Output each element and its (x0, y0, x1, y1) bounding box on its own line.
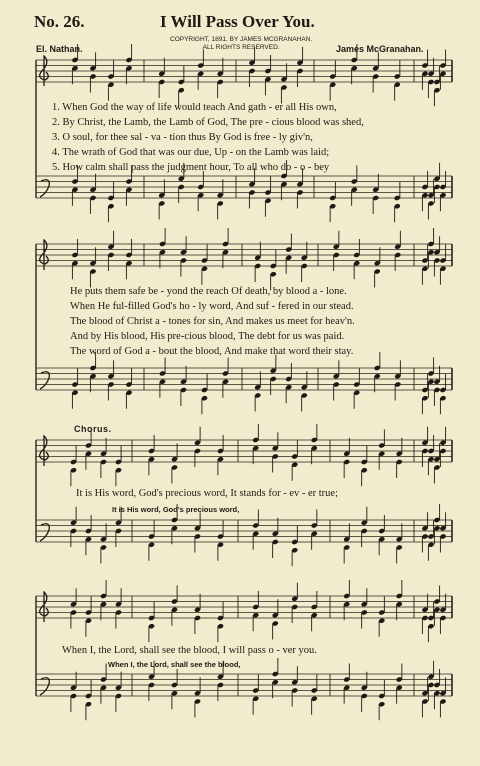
verse-3-line-b: The blood of Christ a - tones for sin, And makes us meet for heav'n. (70, 316, 355, 327)
verse-4-line-a: 4. The wrath of God that was our due, Up - on the Lamb was laid; (52, 147, 330, 158)
hymn-title: I Will Pass Over You. (160, 12, 315, 31)
bass-clef-icon (40, 180, 49, 197)
bass-clef-icon (40, 524, 49, 541)
verse-5-line-b: The word of God a - bout the blood, And make that word their stay. (70, 346, 354, 357)
chorus-line-1: It is His word, God's precious word, It stands for - ev - er true; (76, 488, 339, 499)
lyricist-credit: El. Nathan. (36, 44, 83, 54)
composer-credit: James McGranahan. (336, 44, 424, 54)
note-heads (70, 44, 447, 720)
verse-2-line-a: 2. By Christ, the Lamb, the Lamb of God, The pre - cious blood was shed, (52, 117, 364, 128)
chorus-label: Chorus. (74, 424, 112, 434)
bass-clef-icon (40, 678, 49, 695)
chorus-line-2-bass: When I, the Lord, shall see the blood, (108, 660, 241, 669)
verse-2-line-b: When He ful-filled God's ho - ly word, And suf - fered in our stead. (70, 301, 354, 312)
chorus-line-2: When I, the Lord, shall see the blood, I will pass o - ver you. (62, 645, 317, 656)
bass-clef-icon (40, 372, 49, 389)
verse-1-line-a: 1. When God the way of life would teach And gath - er all His own, (52, 102, 337, 113)
chorus-line-1-bass: It is His word, God's precious word, (112, 505, 240, 514)
verse-4-line-b: And by His blood, His pre-cious blood, The debt for us was paid. (70, 331, 345, 342)
verse-1-line-b: He puts them safe be - yond the reach Of death, by blood a - lone. (70, 286, 347, 297)
copyright-line-2: ALL RIGHTS RESERVED. (202, 44, 280, 51)
verse-5-line-a: 5. How calm shall pass the judgment hour, To all who do - o - bey (52, 162, 330, 173)
verse-3-line-a: 3. O soul, for thee sal - va - tion thus By God is free - ly giv'n, (52, 132, 313, 143)
clef-symbols (40, 56, 50, 695)
hymn-number: No. 26. (34, 12, 85, 31)
copyright-line-1: COPYRIGHT, 1891, BY JAMES MCGRANAHAN. (170, 36, 313, 43)
